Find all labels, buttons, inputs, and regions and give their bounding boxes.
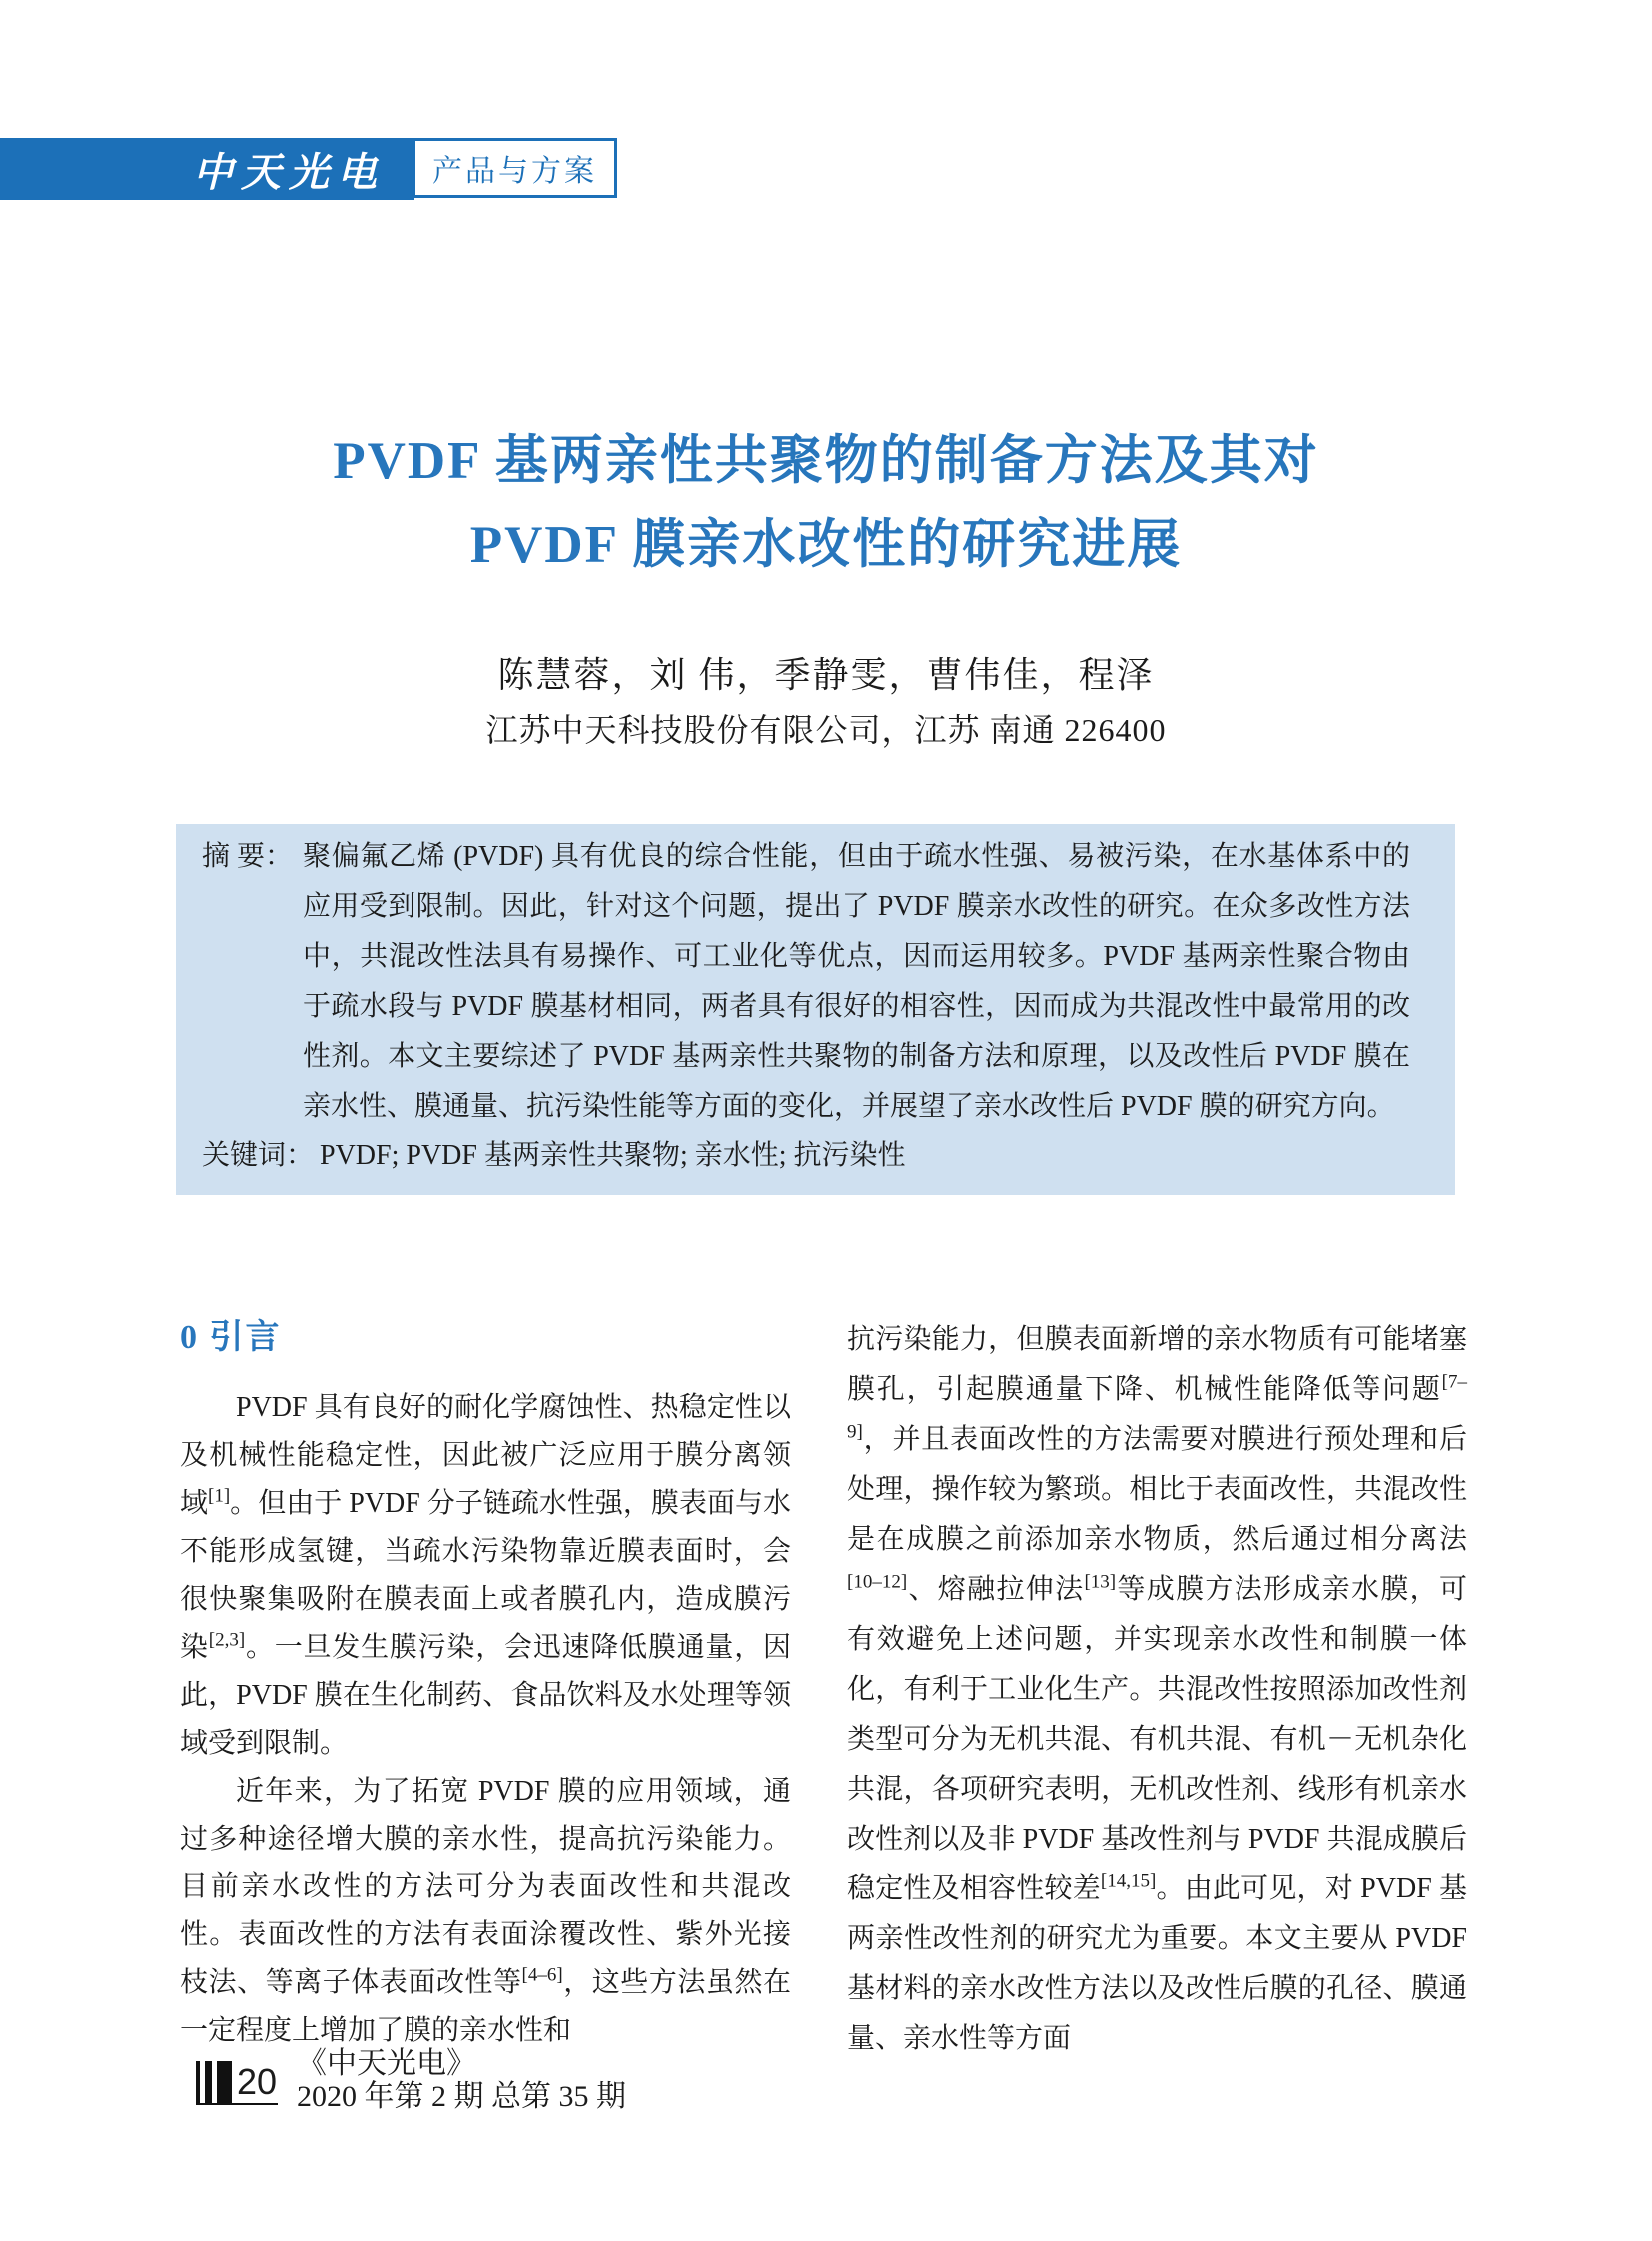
article-title xyxy=(0,419,1652,587)
authors-line: 陈慧蓉，刘 伟，季静雯，曹伟佳，程泽 xyxy=(497,655,1155,695)
section-tag-box xyxy=(413,138,617,198)
abstract-panel xyxy=(176,824,1455,1195)
affiliation-line: 江苏中天科技股份有限公司，江苏 南通 226400 xyxy=(485,712,1167,748)
paragraph: PVDF 具有良好的耐化学腐蚀性、热稳定性以及机械性能稳定性，因此被广泛应用于膜分离领域[1]。但由于 PVDF 分子链疏水性强，膜表面与水不能形成氢键，当疏水污染物靠近膜表面时，会很快聚集吸附在膜表面上或者膜孔内，造成膜污染[2,3]。一旦发生膜污染，会迅速降低膜通量，因此，PVDF 膜在生化制药、食品饮料及水处理等领域受到限制。 xyxy=(180,1392,791,1759)
article-title-line1: PVDF 基两亲性共聚物的制备方法及其对 xyxy=(333,432,1319,490)
keywords-label: 关键词： xyxy=(202,1140,315,1171)
keywords-text: PVDF; PVDF 基两亲性共聚物; 亲水性; 抗污染性 xyxy=(320,1140,906,1171)
abstract-row xyxy=(202,832,1410,1131)
intro-left-column xyxy=(180,1316,791,2055)
journal-header-bar xyxy=(0,138,414,200)
page-number: 20 xyxy=(237,2061,278,2102)
journal-logo: 中天光电 xyxy=(193,148,385,196)
journal-info xyxy=(297,2047,626,2113)
journal-name: 《中天光电》 xyxy=(297,2047,476,2080)
section-heading-introduction: 0 引言 xyxy=(180,1319,282,1356)
keywords-row xyxy=(202,1131,1410,1181)
intro-right-column xyxy=(847,1315,1467,2064)
paragraph: 抗污染能力，但膜表面新增的亲水物质有可能堵塞膜孔，引起膜通量下降、机械性能降低等问题[7–9]，并且表面改性的方法需要对膜进行预处理和后处理，操作较为繁琐。相比于表面改性，共混改性是在成膜之前添加亲水物质，然后通过相分离法[10–12]、熔融拉伸法[13]等成膜方法形成亲水膜，可有效避免上述问题，并实现亲水改性和制膜一体化，有利于工业化生产。共混改性按照添加改性剂类型可分为无机共混、有机共混、有机－无机杂化共混，各项研究表明，无机改性剂、线形有机亲水改性剂以及非 PVDF 基改性剂与 PVDF 共混成膜后稳定性及相容性较差[14,15]。由此可见，对 PVDF 基两亲性改性剂的研究尤为重要。本文主要从 PVDF 基材料的亲水改性方法以及改性后膜的孔径、膜通量、亲水性等方面 xyxy=(847,1324,1467,2054)
footer-rule xyxy=(196,2103,278,2105)
abstract-text: 聚偏氟乙烯 (PVDF) 具有优良的综合性能，但由于疏水性强、易被污染，在水基体系中的应用受到限制。因此，针对这个问题，提出了 PVDF 膜亲水改性的研究。在众多改性方法中，共混改性法具有易操作、可工业化等优点，因而运用较多。PVDF 基两亲性聚合物由于疏水段与 PVDF 膜基材相同，两者具有很好的相容性，因而成为共混改性中最常用的改性剂。本文主要综述了 PVDF 基两亲性共聚物的制备方法和原理，以及改性后 PVDF 膜在亲水性、膜通量、抗污染性能等方面的变化，并展望了亲水改性后 PVDF 膜的研究方向。 xyxy=(303,841,1410,1121)
section-tag-label: 产品与方案 xyxy=(432,155,597,188)
paragraph: 近年来，为了拓宽 PVDF 膜的应用领域，通过多种途径增大膜的亲水性，提高抗污染能力。目前亲水改性的方法可分为表面改性和共混改性。表面改性的方法有表面涂覆改性、紫外光接枝法、等离子体表面改性等[4–6]，这些方法虽然在一定程度上增加了膜的亲水性和 xyxy=(180,1776,791,2046)
abstract-label: 摘 要： xyxy=(202,841,294,872)
page-number-bars-icon xyxy=(196,2061,237,2103)
journal-issue: 2020 年第 2 期 总第 35 期 xyxy=(297,2080,626,2113)
article-title-line2: PVDF 膜亲水改性的研究进展 xyxy=(469,516,1183,574)
